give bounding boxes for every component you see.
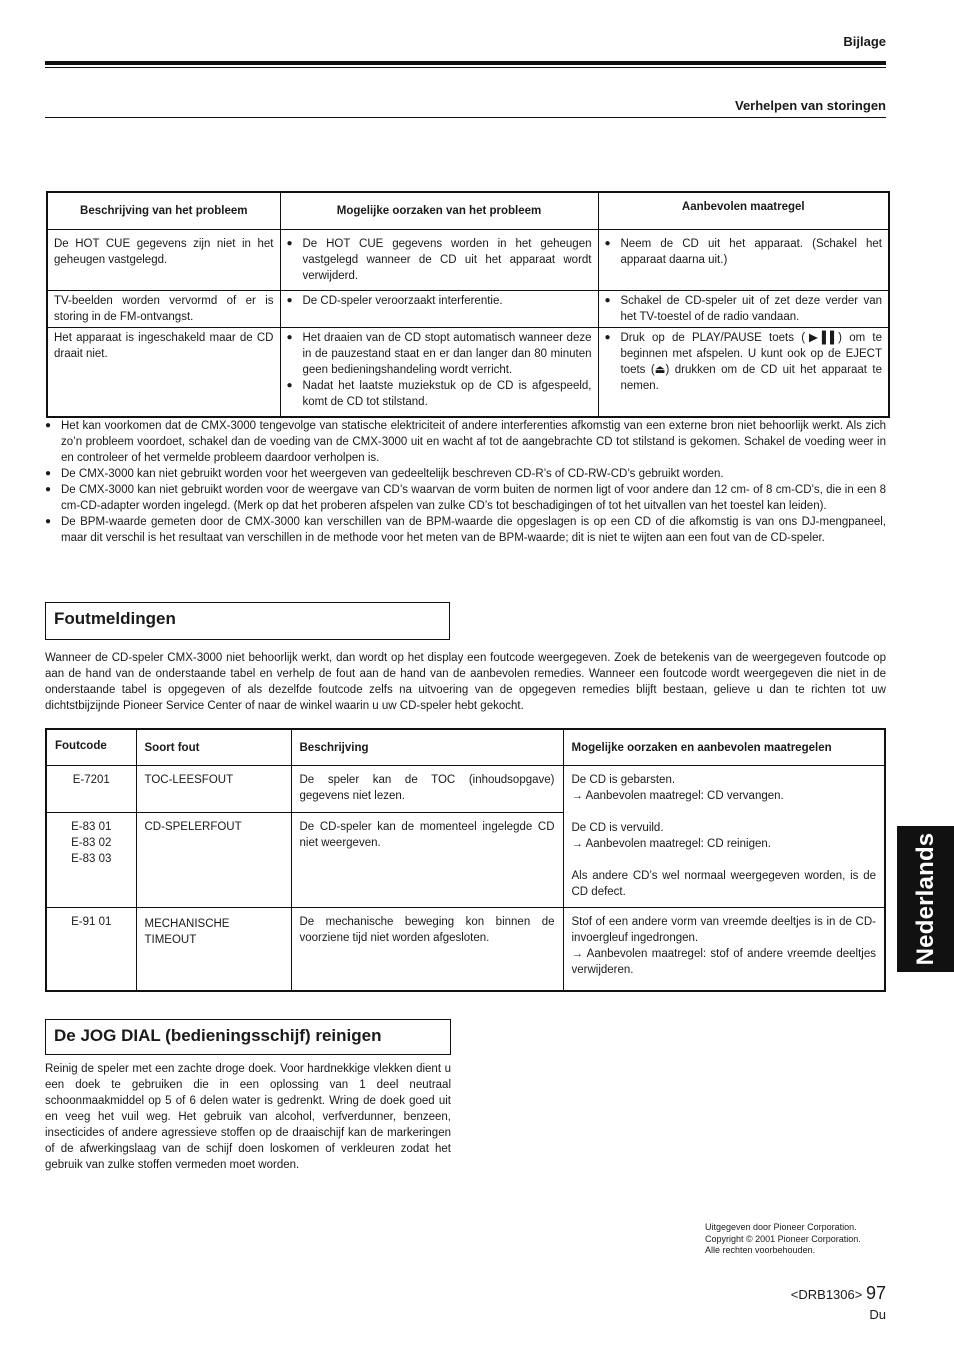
column-header: Aanbevolen maatregel (598, 192, 889, 230)
errors-intro: Wanneer de CD-speler CMX-3000 niet behoorlijk werkt, dan wordt op het display een foutcode weergegeven. Zoek de betekenis van de weergegeven foutcode op aan de hand van de onderstaande tabel en verhelp de fout aan de hand van de aanbevolen remedies. Wanneer een foutcode wordt weergegeven die niet in de onderstaande tabel is opgegeven of als dezelfde foutcode zelfs na uitvoering van de opgegeven remedies blijft bestaan, gelieve u dan te richten tot uw dichtstbijzijnde Pioneer Service Center of naar de winkel waarin u uw CD-speler hebt gekocht. (45, 652, 886, 712)
error-type-cell: MECHANISCHE TIMEOUT (136, 908, 291, 992)
section-heading-errors: Foutmeldingen (45, 602, 450, 640)
header-divider-thin (45, 67, 886, 68)
section-heading-jog-dial: De JOG DIAL (bedieningsschijf) reinigen (45, 1019, 451, 1055)
column-header: Beschrijving van het probleem (47, 192, 280, 230)
language-tab-label: Nederlands (911, 832, 939, 966)
table-row (46, 766, 885, 813)
remedy-line: Als andere CD’s wel normaal weergegeven worden, is de CD defect. (571, 870, 876, 898)
error-code: E-91 01 (71, 916, 112, 928)
column-header: Beschrijving (291, 729, 563, 766)
list-item: ● De CMX-3000 kan niet gebruikt worden voor het weergeven van gedeeltelijk beschreven CD-R’s of CD-RW-CD’s gebruikt worden. (45, 466, 886, 482)
remedy-line: De CD is gebarsten. (571, 774, 676, 786)
remedy-line: → Aanbevolen maatregel: CD vervangen. (571, 790, 784, 802)
list-item: ● De CMX-3000 kan niet gebruikt worden voor de weergave van CD’s waarvan de vorm buiten de normen ligt of voor andere dan 12 cm- of 8 cm-CD’s, die in een 8 cm-CD-adapter worden ingelegd. (Merk op dat het proberen afspelen van zulke CD’s tot beschadigingen of tot het uitvallen van het toestel kan leiden). (45, 482, 886, 514)
column-header: Mogelijke oorzaken van het probleem (280, 192, 598, 230)
actions-cell (598, 230, 889, 291)
document-code: <DRB1306> (790, 1287, 863, 1302)
list-item: ● Nadat het laatste muziekstuk op de CD is afgespeeld, komt de CD tot stilstand. (287, 378, 592, 410)
list-item: ● De HOT CUE gegevens worden in het geheugen vastgelegd wanneer de CD uit het apparaat wordt verwijderd. (287, 236, 592, 284)
table-row (47, 230, 889, 291)
remedy-line: → Aanbevolen maatregel: CD reinigen. (571, 838, 771, 850)
error-code-cell (46, 908, 136, 992)
remedy-cell (563, 766, 885, 908)
table-row (47, 328, 889, 418)
list-item: ● Druk op de PLAY/PAUSE toets (▶▌▌) om te beginnen met afspelen. U kunt ook op de EJECT toets (⏏) drukken om de CD uit het apparaat te nemen. (605, 330, 883, 394)
jog-dial-text: Reinig de speler met een zachte droge doek. Voor hardnekkige vlekken dient u een doek te gebruiken die in een oplossing van 1 deel neutraal schoonmaakmiddel op 5 of 6 delen water is gedrenkt. Wring de doek goed uit en veeg het vuil weg. Het gebruik van alcohol, verfverdunner, benzeen, insecticides of andere agressieve stoffen op de draaischijf kan de markeringen of de afwerkingslaag van de schijf doen loskomen of verkleuren zodat het gebruik van zulke stoffen vermeden moet worden. (45, 1063, 451, 1171)
list-item: ● De BPM-waarde gemeten door de CMX-3000 kan verschillen van de BPM-waarde die opgeslagen is op een CD of die afkomstig is van ons DJ-mengpaneel, maar dit verschil is het resultaat van verschillen in de methode voor het meten van de BPM-waarde; dit is niet te wijten aan een fout van de CD-speler. (45, 514, 886, 546)
header-divider (45, 61, 886, 65)
list-item: ● De CD-speler veroorzaakt interferentie. (287, 293, 592, 309)
actions-cell (598, 291, 889, 328)
column-header: Mogelijke oorzaken en aanbevolen maatregelen (563, 729, 885, 766)
list-item: ● Neem de CD uit het apparaat. (Schakel het apparaat daarna uit.) (605, 236, 883, 268)
actions-cell (598, 328, 889, 418)
error-description-cell: De speler kan de TOC (inhoudsopgave) gegevens niet lezen. (291, 766, 563, 813)
section-title: Bijlage (843, 34, 886, 49)
remedy-line: Stof of een andere vorm van vreemde deeltjes is in de CD-invoergleuf ingedrongen. (571, 916, 876, 944)
language-tab (897, 826, 954, 972)
error-description-cell: De mechanische beweging kon binnen de voorziene tijd niet worden afgesloten. (291, 908, 563, 992)
problem-cell: TV-beelden worden vervormd of er is storing in de FM-ontvangst. (47, 291, 280, 328)
error-type-cell: CD-SPELERFOUT (136, 813, 291, 908)
error-code: E-7201 (72, 774, 110, 786)
column-header: Soort fout (136, 729, 291, 766)
problem-cell: Het apparaat is ingeschakeld maar de CD draait niet. (47, 328, 280, 418)
error-code-cell (46, 766, 136, 813)
remedy-cell (563, 908, 885, 992)
error-type-cell: TOC-LEESFOUT (136, 766, 291, 813)
problem-cell: De HOT CUE gegevens zijn niet in het geheugen vastgelegd. (47, 230, 280, 291)
table-row (47, 291, 889, 328)
copyright-line: Copyright © 2001 Pioneer Corporation. (705, 1233, 861, 1244)
table-header-row (46, 729, 885, 766)
error-code: E-83 03 (71, 853, 112, 865)
error-code-table (45, 728, 886, 992)
causes-cell (280, 230, 598, 291)
causes-cell (280, 328, 598, 418)
list-item: ● Het draaien van de CD stopt automatisch wanneer deze in de pauzestand staat en er dan langer dan 80 minuten geen bedieningshandeling wordt verricht. (287, 330, 592, 378)
subsection-title: Verhelpen van storingen (735, 98, 886, 113)
table-row (46, 908, 885, 992)
page-number-block (791, 1283, 886, 1304)
publisher-line: Uitgegeven door Pioneer Corporation. (705, 1222, 857, 1232)
troubleshooting-table (46, 191, 890, 418)
table-header-row (47, 192, 889, 230)
language-code: Du (869, 1307, 886, 1322)
remedy-line: De CD is vervuild. (571, 822, 664, 834)
error-code: E-83 02 (71, 837, 112, 849)
error-code-cell (46, 813, 136, 908)
notes-list (45, 418, 886, 546)
subsection-divider (45, 117, 886, 118)
list-item: ● Het kan voorkomen dat de CMX-3000 tengevolge van statische elektriciteit of andere interferenties afkomstig van een externe bron niet behoorlijk werkt. Als zich zo’n probleem voordoet, schakel dan de voeding van de CMX-3000 uit en wacht af tot de aangebrachte CD tot stilstand is gekomen. Schakel de voeding weer in en controleer of het vermelde probleem daardoor verholpen is. (45, 418, 886, 466)
rights-line: Alle rechten voorbehouden. (705, 1245, 816, 1255)
error-description-cell: De CD-speler kan de momenteel ingelegde CD niet weergeven. (291, 813, 563, 908)
remedy-line: → Aanbevolen maatregel: stof of andere vreemde deeltjes verwijderen. (571, 948, 876, 976)
page-number: 97 (865, 1283, 886, 1303)
publisher-info (705, 1222, 861, 1257)
error-code: E-83 01 (71, 821, 112, 833)
column-header: Foutcode (46, 729, 136, 766)
list-item: ● Schakel de CD-speler uit of zet deze verder van het TV-toestel of de radio vandaan. (605, 293, 883, 325)
causes-cell (280, 291, 598, 328)
